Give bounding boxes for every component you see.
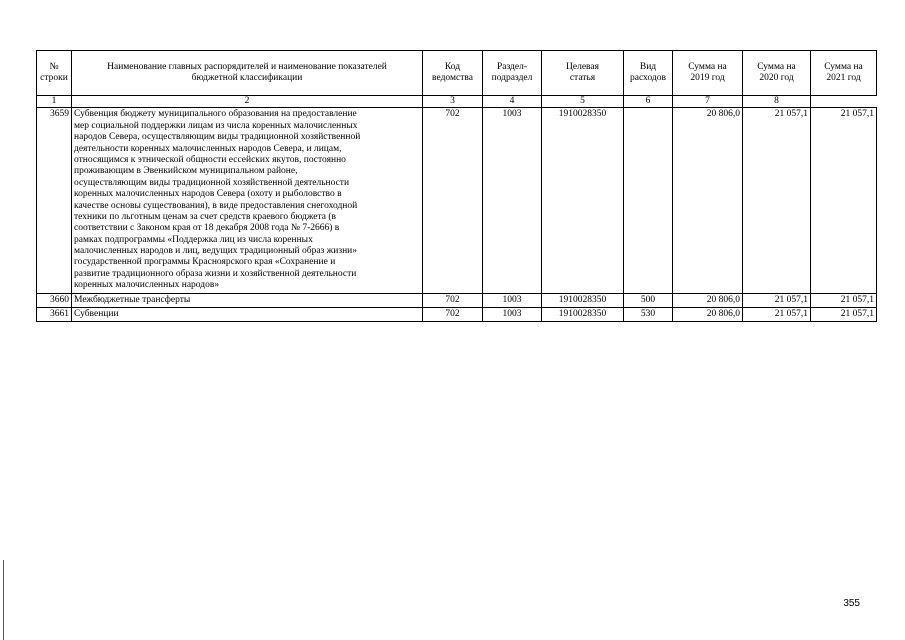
row-target-item: 1910028350 [542, 108, 624, 293]
row-target-item: 1910028350 [542, 308, 624, 322]
header-sum-2020: Сумма на 2020 год [743, 51, 811, 96]
row-sum-2020: 21 057,1 [743, 308, 811, 322]
row-name: Субвенции [72, 308, 423, 322]
row-sum-2021: 21 057,1 [811, 308, 877, 322]
row-sum-2019: 20 806,0 [673, 293, 743, 307]
row-sum-2021: 21 057,1 [811, 293, 877, 307]
column-number: 8 [743, 96, 811, 108]
row-expense-type: 500 [624, 293, 673, 307]
row-target-item: 1910028350 [542, 293, 624, 307]
column-number: 6 [624, 96, 673, 108]
row-sum-2019: 20 806,0 [673, 308, 743, 322]
column-number-row [37, 96, 877, 108]
row-name: Субвенция бюджету муниципального образования на предоставление мер социальной поддержки лицам из числа коренных малочисленных народов Севера, осуществляющим виды традиционной хозяйственной деятельности коренных малочисленных народов Севера, и лицам, относящимся к этнической общности ессейских якутов, постоянно проживающим в Эвенкийском муниципальном районе, осуществляющим виды традиционной хозяйственной деятельности коренных малочисленных народов Севера (охоту и рыболовство в качестве основы существования), в виде предоставления снегоходной техники по льготным ценам за счет средств краевого бюджета (в соответствии с Законом края от 18 декабря 2008 года № 7-2666) в рамках подпрограммы «Поддержка лиц из числа коренных малочисленных народов и лиц, ведущих традиционный образ жизни» государственной программы Красноярского края «Сохранение и развитие традиционного образа жизни и хозяйственной деятельности коренных малочисленных народов» [72, 108, 423, 293]
row-number: 3659 [37, 108, 72, 293]
table-row [37, 108, 877, 293]
row-section: 1003 [483, 308, 542, 322]
page-number: 355 [843, 598, 860, 609]
table-row [37, 293, 877, 307]
row-number: 3660 [37, 293, 72, 307]
header-name: Наименование главных распорядителей и наименование показателей бюджетной классификации [72, 51, 423, 96]
column-number: 4 [483, 96, 542, 108]
row-sum-2020: 21 057,1 [743, 293, 811, 307]
row-sum-2019: 20 806,0 [673, 108, 743, 293]
header-section: Раздел- подраздел [483, 51, 542, 96]
column-number: 3 [423, 96, 483, 108]
row-section: 1003 [483, 108, 542, 293]
header-sum-2019: Сумма на 2019 год [673, 51, 743, 96]
table-row [37, 308, 877, 322]
header-row-no: № строки [37, 51, 72, 96]
table-header-row [37, 51, 877, 96]
budget-table [36, 50, 877, 322]
row-expense-type [624, 108, 673, 293]
column-number: 7 [673, 96, 743, 108]
column-number: 2 [72, 96, 423, 108]
row-number: 3661 [37, 308, 72, 322]
header-dept-code: Код ведомства [423, 51, 483, 96]
column-number: 5 [542, 96, 624, 108]
row-expense-type: 530 [624, 308, 673, 322]
header-expense-type: Вид расходов [624, 51, 673, 96]
row-dept-code: 702 [423, 108, 483, 293]
row-section: 1003 [483, 293, 542, 307]
row-sum-2020: 21 057,1 [743, 108, 811, 293]
column-number: 1 [37, 96, 72, 108]
row-dept-code: 702 [423, 293, 483, 307]
row-name: Межбюджетные трансферты [72, 293, 423, 307]
header-sum-2021: Сумма на 2021 год [811, 51, 877, 96]
scan-edge-line [3, 560, 4, 640]
header-target-item: Целевая статья [542, 51, 624, 96]
row-sum-2021: 21 057,1 [811, 108, 877, 293]
row-dept-code: 702 [423, 308, 483, 322]
